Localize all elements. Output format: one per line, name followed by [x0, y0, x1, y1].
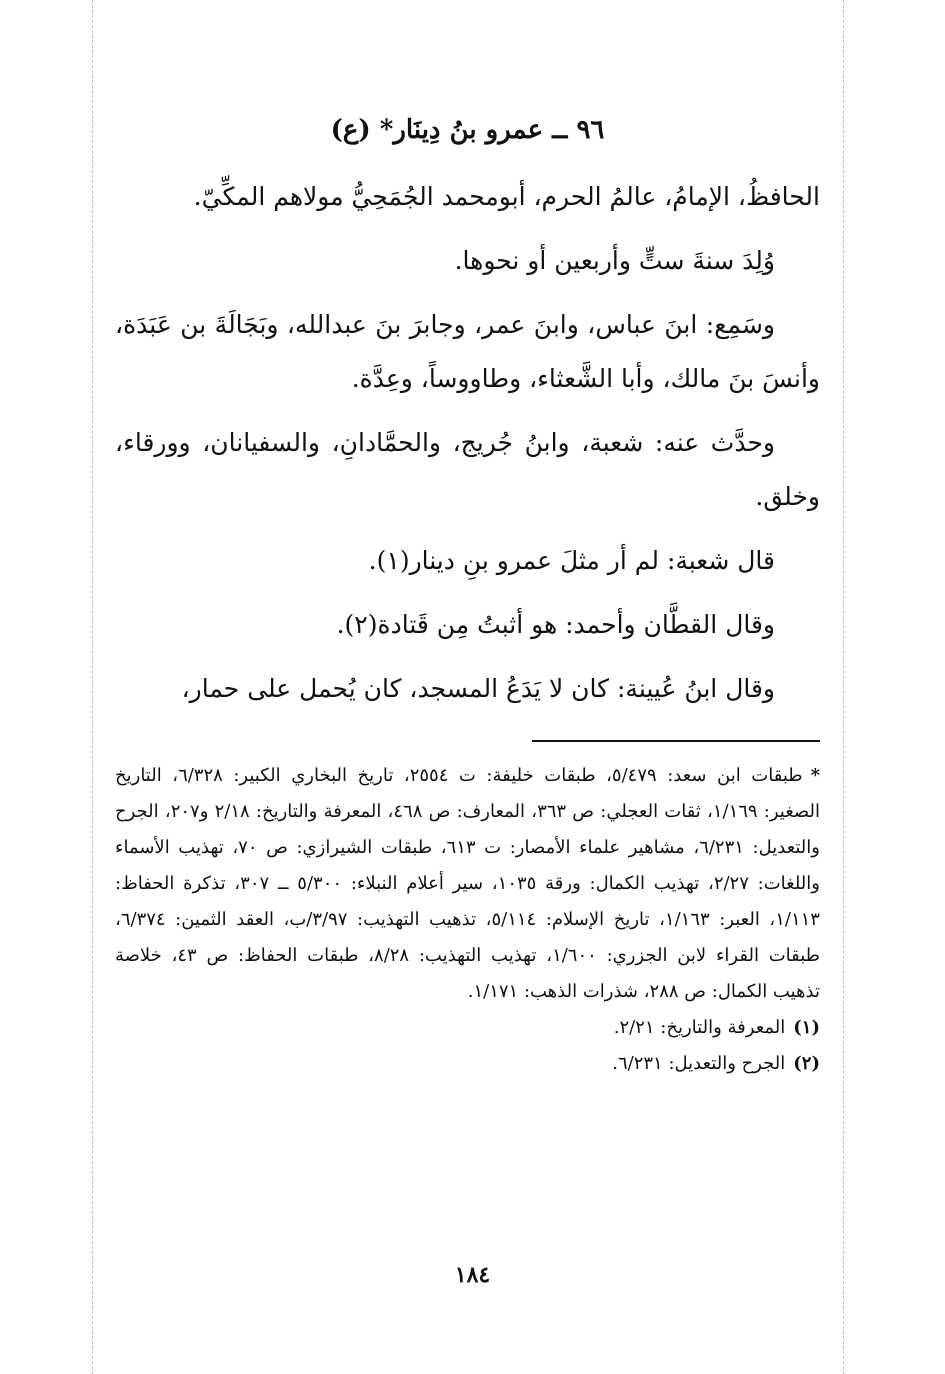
- footnote-1-text: المعرفة والتاريخ: ٢/٢١.: [613, 1017, 786, 1038]
- page-body: [115, 110, 820, 1082]
- footnote-star-mark: *: [810, 765, 820, 786]
- footnote-divider: [532, 740, 820, 742]
- paragraph-intro: الحافظُ، الإمامُ، عالمُ الحرم، أبومحمد الجُمَحِيُّ مولاهم المكِّيّ.: [193, 182, 820, 211]
- footnote-2: [115, 1046, 820, 1082]
- footnote-sources-text: طبقات ابن سعد: ٥/٤٧٩، طبقات خليفة: ت ٢٥٥٤، تاريخ البخاري الكبير: ٦/٣٢٨، التاريخ الصغير: ١/١٦٩، ثقات العجلي: ص ٣٦٣، المعارف: ص ٤٦٨، المعرفة والتاريخ: ٢/١٨ و٢٠٧، الجرح والتعديل: ٦/٢٣١، مشاهير علماء الأمصار: ت ٦١٣، طبقات الشيرازي: ص ٧٠، تهذيب الأسماء واللغات: ٢/٢٧، تهذيب الكمال: ورقة ١٠٣٥، سير أعلام النبلاء: ٥/٣٠٠ ــ ٣٠٧، تذكرة الحفاظ: ١/١١٣، العبر: ١/١٦٣، تاريخ الإسلام: ٥/١١٤، تذهيب التهذيب: ٣/٩٧/ب، العقد الثمين: ٦/٣٧٤، طبقات القراء لابن الجزري: ١/٦٠٠، تهذيب التهذيب: ٨/٢٨، طبقات الحفاظ: ص ٤٣، خلاصة تذهيب الكمال: ص ٢٨٨، شذرات الذهب: ١/١٧١.: [115, 765, 821, 1002]
- entry-title: ٩٦ ــ عمرو بنُ دِينَار* (ع): [330, 115, 605, 145]
- paragraph-qattan: وقال القطَّان وأحمد: هو أثبتُ مِن قَتادة(٢).: [336, 610, 775, 639]
- page-number: ١٨٤: [454, 1262, 491, 1288]
- paragraph-narrators: وحدَّث عنه: شعبة، وابنُ جُريج، والحمَّادانِ، والسفيانان، وورقاء، وخلق.: [115, 428, 820, 511]
- paragraph-heard-from: وسَمِع: ابنَ عباس، وابنَ عمر، وجابرَ بنَ عبدالله، وبَجَالَةَ بن عَبَدَة، وأنسَ بنَ مالك، وأبا الشَّعثاء، وطاووساً، وعِدَّة.: [115, 310, 820, 393]
- paragraph-birth: وُلِدَ سنةَ ستٍّ وأربعين أو نحوها.: [454, 246, 775, 275]
- footnote-sources: [115, 758, 820, 1010]
- footnote-1: [115, 1010, 820, 1046]
- margin-guide-left: [92, 0, 93, 1374]
- footnote-1-mark: (١): [793, 1017, 820, 1038]
- paragraph-shuba: قال شعبة: لم أر مثلَ عمرو بنِ دينار(١).: [368, 546, 775, 575]
- footnote-2-mark: (٢): [793, 1053, 820, 1074]
- margin-guide-right: [843, 0, 844, 1374]
- paragraph-uyayna: وقال ابنُ عُيينة: كان لا يَدَعُ المسجد، كان يُحمل على حمار،: [181, 674, 775, 703]
- footnote-2-text: الجرح والتعديل: ٦/٢٣١.: [612, 1053, 786, 1074]
